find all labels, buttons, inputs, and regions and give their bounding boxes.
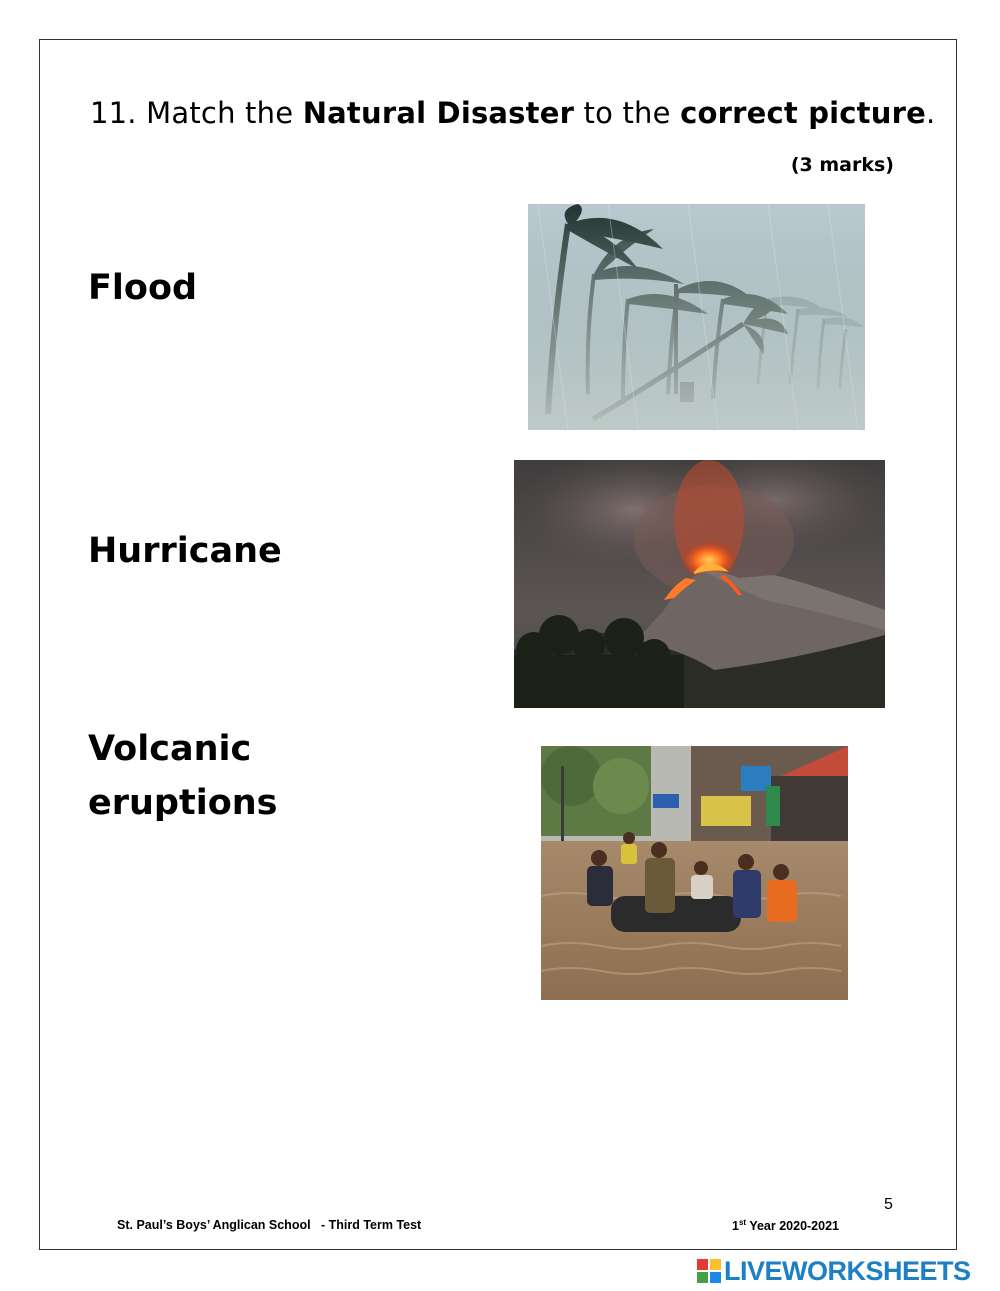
word-hurricane[interactable]: Hurricane [88, 531, 282, 571]
flood-picture[interactable] [541, 746, 848, 1000]
question-bold-2: correct picture [680, 96, 926, 130]
volcano-picture[interactable] [514, 460, 885, 708]
question-text-3: . [925, 96, 936, 130]
brand-name: LIVEWORKSHEETS [724, 1255, 971, 1286]
footer-school: St. Paul’s Boys’ Anglican School - Third Term Test [117, 1218, 422, 1232]
question-bold-1: Natural Disaster [302, 96, 575, 130]
footer-year [732, 1218, 839, 1233]
question-text-1: Match the [146, 96, 294, 130]
footer-year-sup: st [738, 1218, 747, 1227]
question-text-2: to the [583, 96, 671, 130]
word-flood[interactable]: Flood [88, 268, 198, 308]
liveworksheets-brand[interactable] [697, 1257, 971, 1285]
page-number: 5 [884, 1196, 893, 1213]
question-number: 11. [90, 96, 137, 130]
footer-year-suffix: Year 2020-2021 [746, 1219, 839, 1234]
liveworksheets-logo-icon [697, 1259, 721, 1283]
question-text [90, 96, 935, 130]
marks-label: (3 marks) [790, 154, 894, 176]
hurricane-picture[interactable] [528, 204, 865, 430]
word-volcanic-eruptions[interactable]: Volcanic eruptions [88, 729, 278, 823]
footer-year-prefix: 1 [732, 1219, 739, 1234]
